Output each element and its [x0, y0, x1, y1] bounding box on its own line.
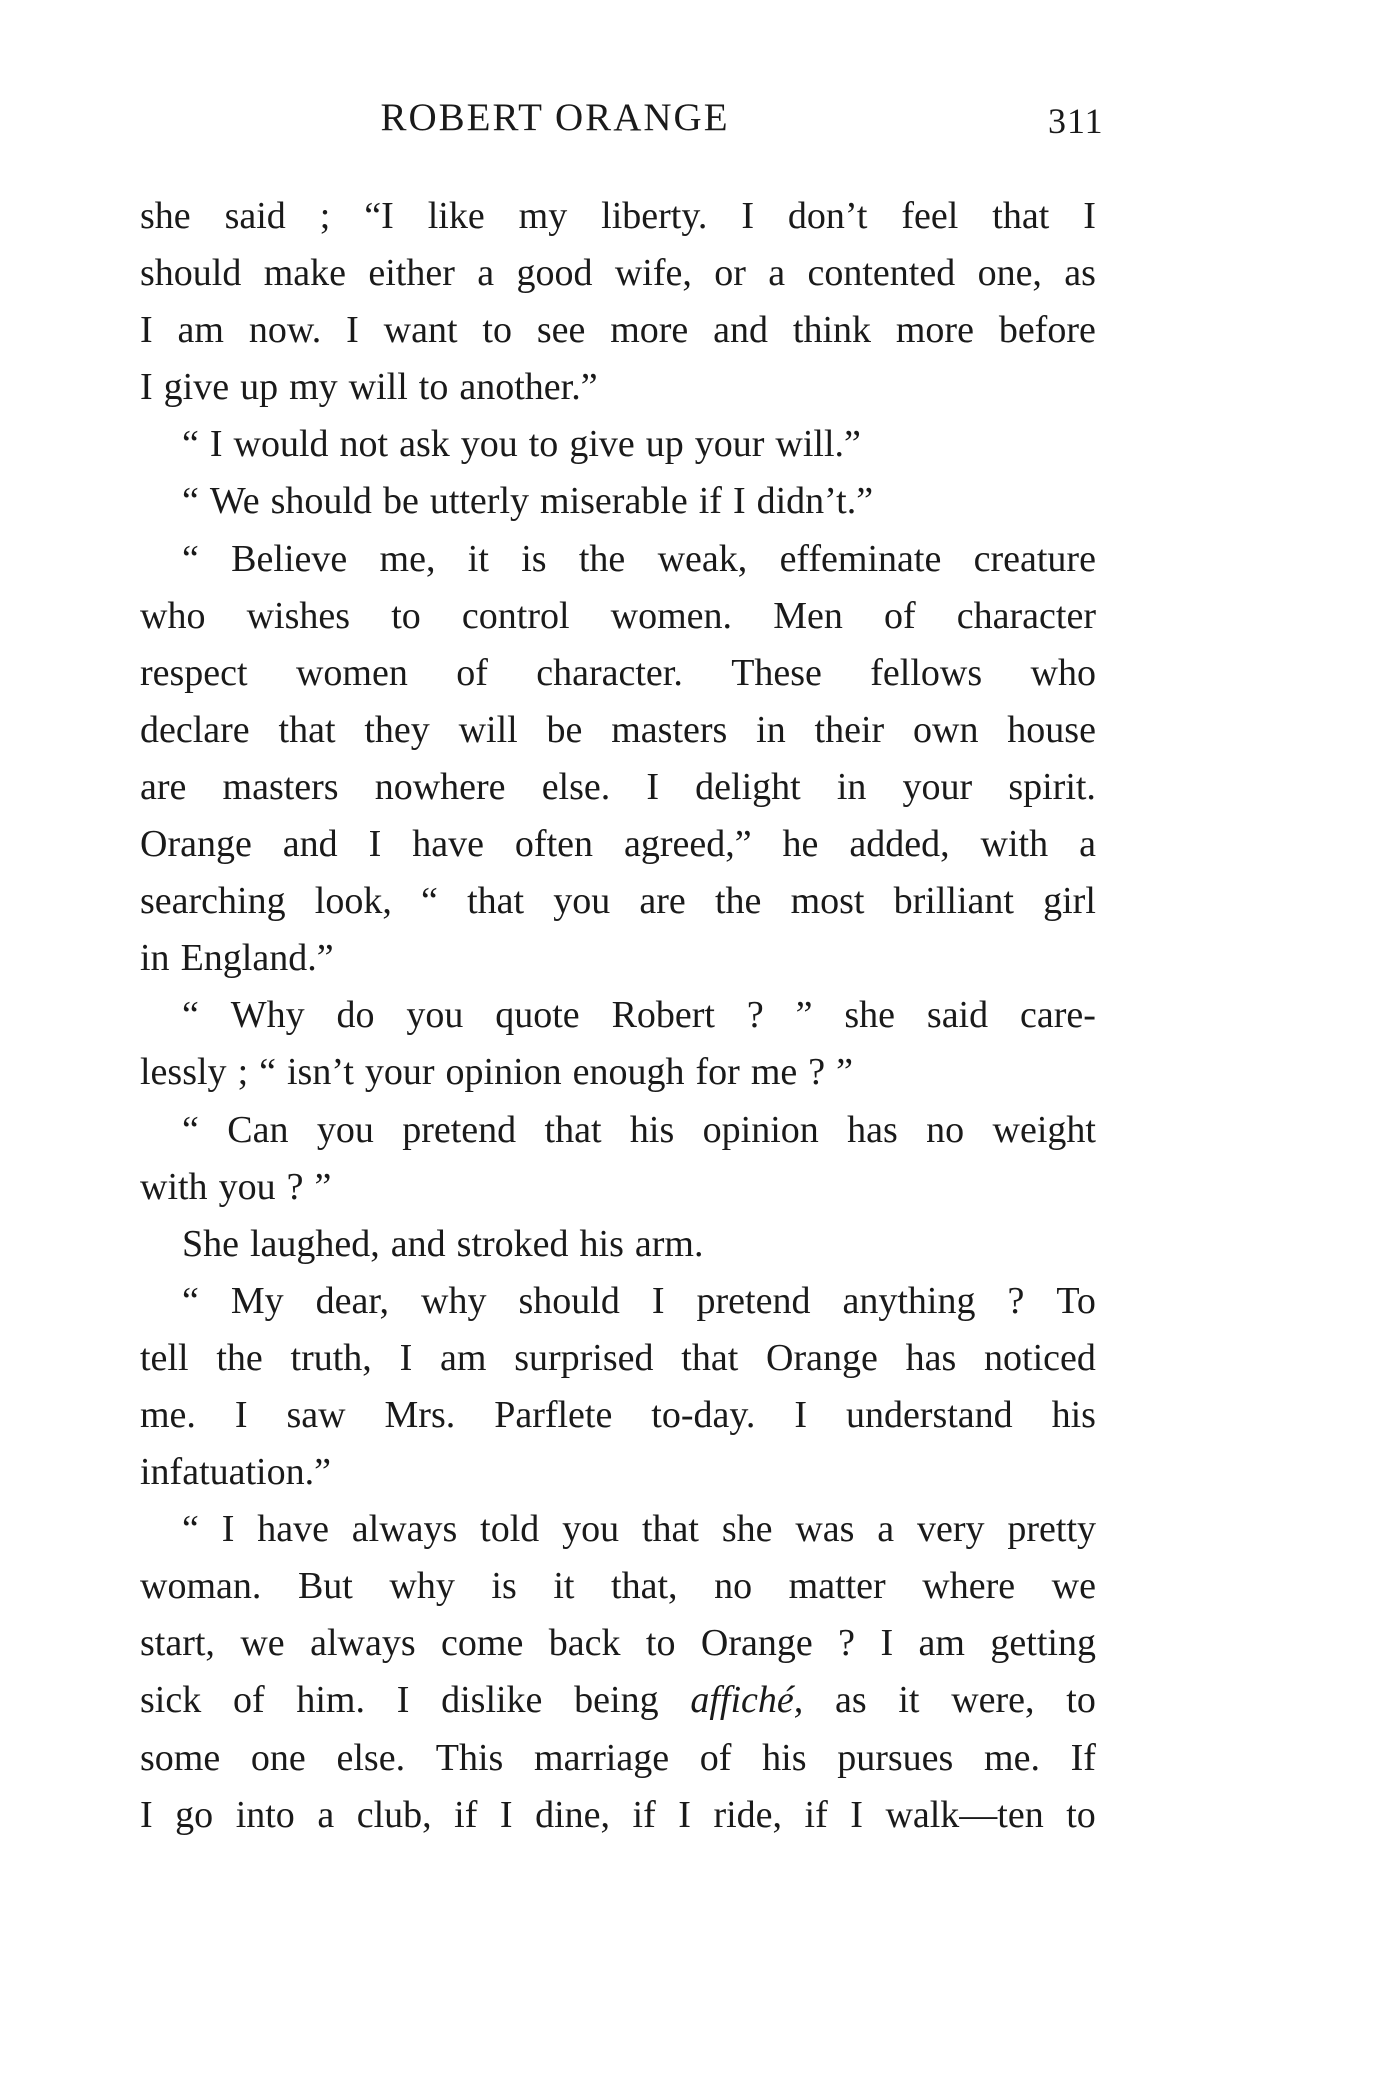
text-line: lessly ; “ isn’t your opinion enough for me ? ” [140, 1051, 854, 1094]
text-line: woman. But why is it that, no matter where we [140, 1565, 1096, 1608]
text-line: She laughed, and stroked his arm. [182, 1222, 704, 1265]
text-line: “ Believe me, it is the weak, effeminate creature [182, 537, 1096, 580]
text-line: respect women of character. These fellows who [140, 651, 1096, 694]
text-line: she said ; “I like my liberty. I don’t feel that I [140, 195, 1096, 237]
running-title: ROBERT ORANGE [380, 96, 730, 139]
text-line: should make either a good wife, or a contented one, as [140, 252, 1096, 295]
text-line: Orange and I have often agreed,” he added, with a [140, 823, 1096, 866]
text-line: “ Can you pretend that his opinion has no weight [182, 1108, 1096, 1151]
text-line: me. I saw Mrs. Parflete to-day. I understand his [140, 1393, 1096, 1436]
text-line: I am now. I want to see more and think more before [140, 309, 1096, 352]
text-line: declare that they will be masters in their own house [140, 708, 1096, 751]
text-line: who wishes to control women. Men of character [140, 594, 1096, 637]
text-line: “ Why do you quote Robert ? ” she said care- [182, 994, 1096, 1037]
text-line: in England.” [140, 937, 334, 980]
page-number: 311 [1048, 101, 1104, 141]
text-line: “ My dear, why should I pretend anything ? To [182, 1279, 1096, 1322]
text-line: “ We should be utterly miserable if I didn’t.” [182, 480, 874, 523]
text-line: start, we always come back to Orange ? I am getting [140, 1622, 1096, 1665]
text-line: I go into a club, if I dine, if I ride, if I walk—ten to [140, 1793, 1096, 1836]
text-line: “ I have always told you that she was a very pretty [182, 1508, 1096, 1551]
text-line: with you ? ” [140, 1165, 332, 1208]
text-line: some one else. This marriage of his pursues me. If [140, 1736, 1096, 1779]
text-line: searching look, “ that you are the most brilliant girl [140, 880, 1096, 923]
text-line: “ I would not ask you to give up your will.” [182, 423, 861, 466]
text-line: sick of him. I dislike being affiché, as it were, to [140, 1679, 1096, 1722]
text-line: I give up my will to another.” [140, 366, 598, 409]
body-text [140, 188, 1096, 1844]
text-line: tell the truth, I am surprised that Orange has noticed [140, 1336, 1096, 1379]
text-line: are masters nowhere else. I delight in your spirit. [140, 765, 1096, 808]
text-line: infatuation.” [140, 1451, 331, 1494]
